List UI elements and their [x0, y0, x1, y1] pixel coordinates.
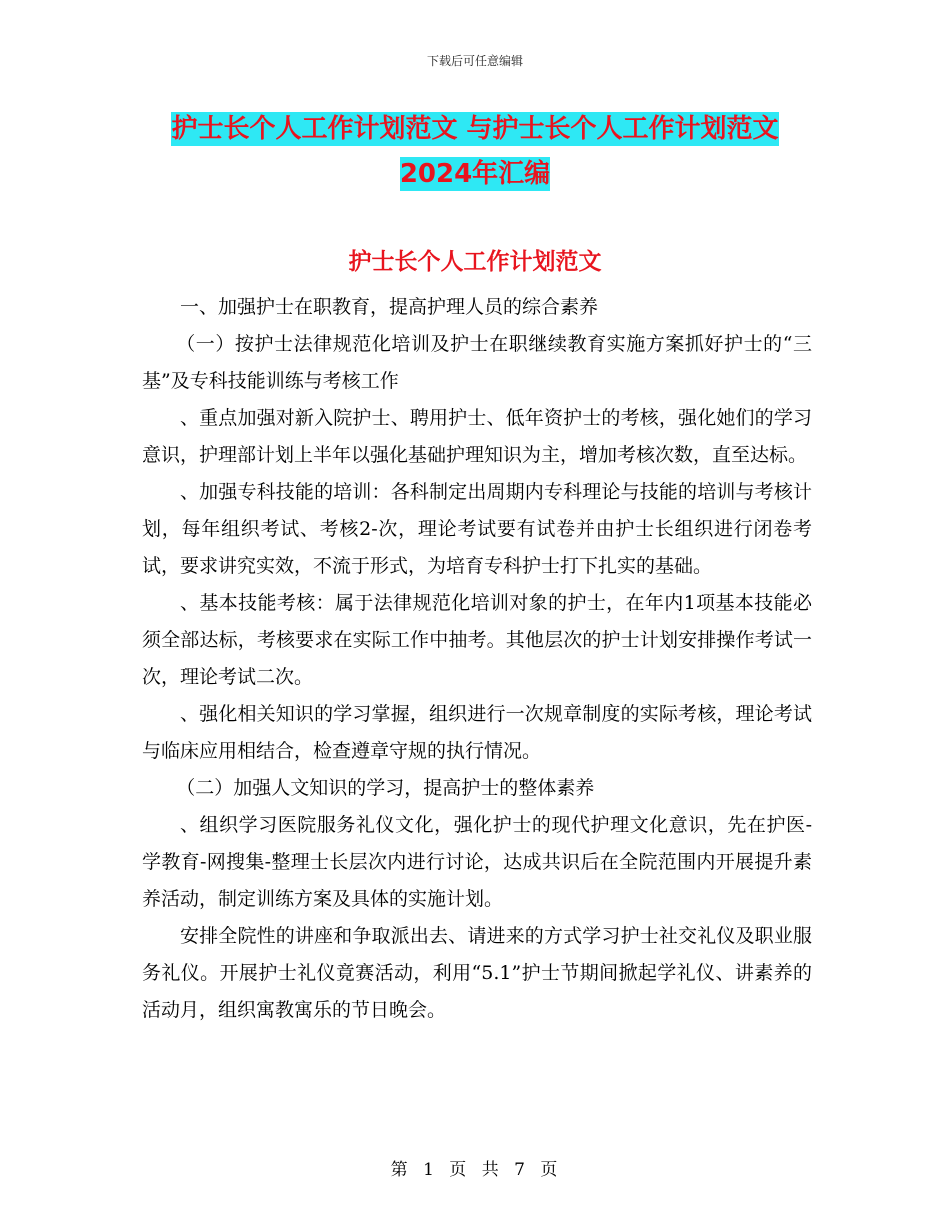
paragraph: 安排全院性的讲座和争取派出去、请进来的方式学习护士社交礼仪及职业服务礼仪。开展护士礼仪竟赛活动，利用“5.1”护士节期间掀起学礼仪、讲素养的活动月，组织寓教寓乐的节日晚会。	[142, 925, 812, 1021]
paragraph-heading-1: 一、加强护士在职教育，提高护理人员的综合素养	[180, 296, 599, 318]
paragraph: 、强化相关知识的学习掌握，组织进行一次规章制度的实际考核，理论考试与临床应用相结合，检查遵章守规的执行情况。	[142, 703, 812, 762]
paragraph-subheading-2: （二）加强人文知识的学习，提高护士的整体素养	[176, 777, 595, 799]
paragraph: 、基本技能考核：属于法律规范化培训对象的护士，在年内1项基本技能必须全部达标，考核要求在实际工作中抽考。其他层次的护士计划安排操作考试一次，理论考试二次。	[142, 592, 812, 688]
paragraph: 、重点加强对新入院护士、聘用护士、低年资护士的考核，强化她们的学习意识，护理部计划上半年以强化基础护理知识为主，增加考核次数，直至达标。	[142, 407, 812, 466]
paragraph-subheading-1: （一）按护士法律规范化培训及护士在职继续教育实施方案抓好护士的“三基”及专科技能训练与考核工作	[142, 333, 812, 392]
page-footer: 第 1 页 共 7 页	[390, 1160, 560, 1180]
paragraph: 、加强专科技能的培训：各科制定出周期内专科理论与技能的培训与考核计划，每年组织考试、考核2-次，理论考试要有试卷并由护士长组织进行闭卷考试，要求讲究实效，不流于形式，为培育专科护士打下扎实的基础。	[142, 481, 812, 577]
document-title-line-1	[0, 112, 950, 146]
paragraph: 、组织学习医院服务礼仪文化，强化护士的现代护理文化意识，先在护医-学教育-网搜集-整理士长层次内进行讨论，达成共识后在全院范围内开展提升素养活动，制定训练方案及具体的实施计划。	[142, 814, 812, 910]
document-title-text-2: 2024年汇编	[399, 159, 551, 189]
document-body	[142, 289, 812, 1029]
section-title: 护士长个人工作计划范文	[348, 249, 602, 275]
header-note: 下载后可任意编辑	[426, 54, 523, 68]
document-title-text-1: 护士长个人工作计划范文 与护士长个人工作计划范文	[171, 114, 779, 144]
document-title-line-2	[0, 157, 950, 191]
